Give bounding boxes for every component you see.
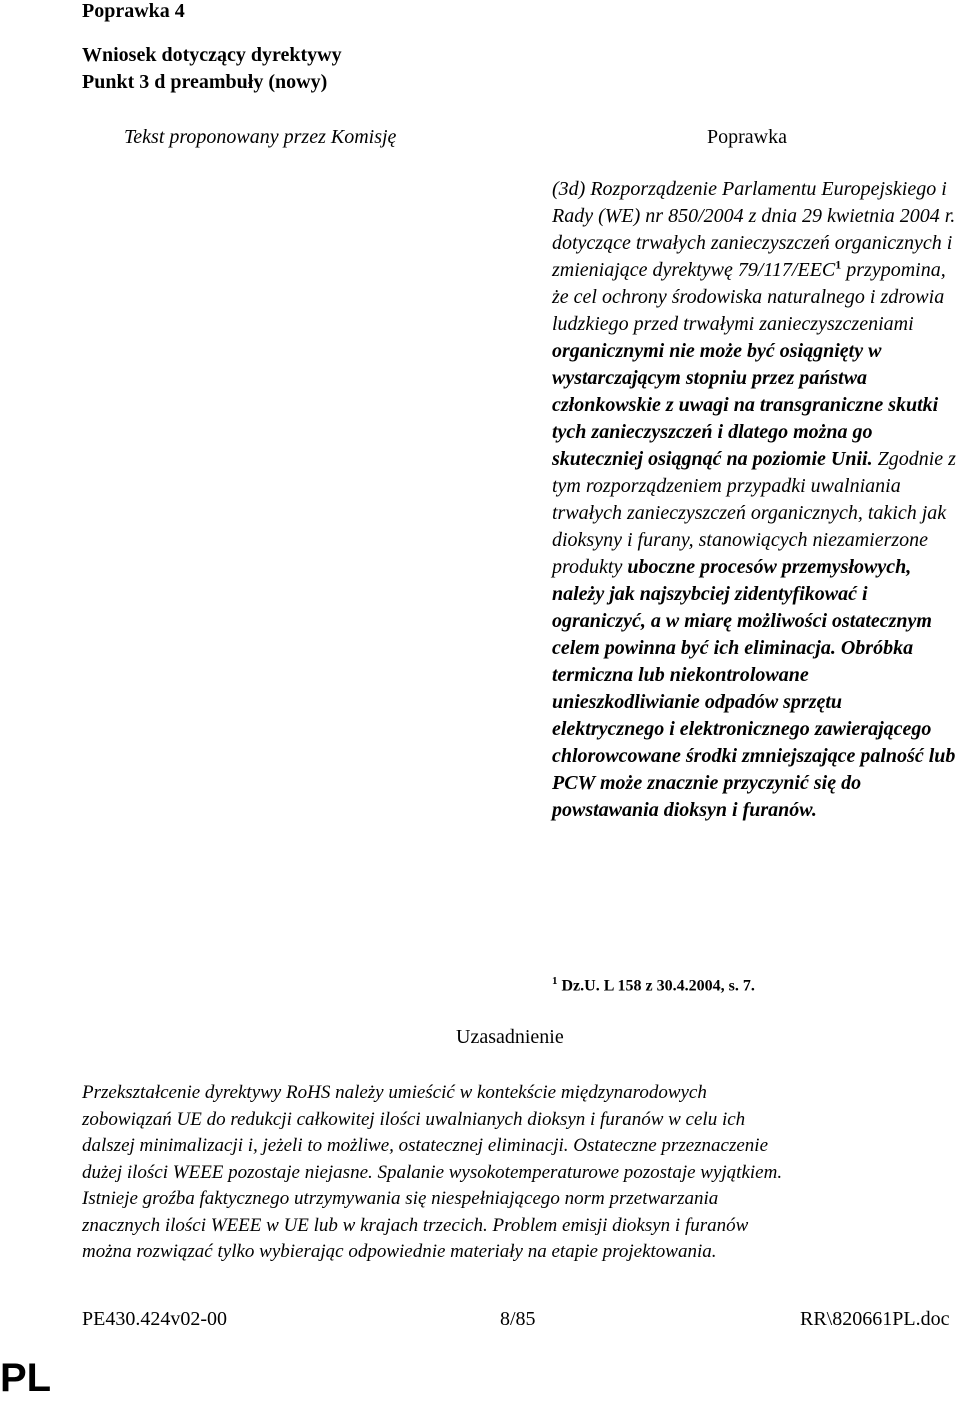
footer-page-number: 8/85 <box>500 1308 536 1330</box>
amendment-number: Poprawka 4 <box>82 0 185 22</box>
justification-line: zobowiązań UE do redukcji całkowitej ilości uwalnianych dioksyn i furanów w celu ich <box>82 1108 746 1130</box>
justification-line: Istnieje groźba faktycznego utrzymywania się niespełniającego norm przetwarzania <box>82 1188 719 1209</box>
amendment-heading: Poprawka <box>707 126 787 148</box>
footnote <box>552 975 755 995</box>
justification-line: można rozwiązać tylko wybierając odpowiednie materiały na etapie projektowania. <box>82 1241 717 1262</box>
amendment-part-6: uboczne procesów przemysłowych, należy jak najszybciej zidentyfikować i ograniczyć, a w miarę możliwości ostatecznym celem powinna być ich eliminacja. Obróbka termiczna lub niekontrolowane unieszkodliwianie odpadów sprzętu elektrycznego i elektronicznego zawierającego chlorowcowane środki zmniejszające palność lub PCW może znacznie przyczynić się do powstawania dioksyn i furanów. <box>552 556 956 821</box>
amendment-part-5: Zgodnie z tym rozporządzeniem przypadki uwalniania trwałych zanieczyszczeń organicznych, takich jak dioksyny i furany, stanowiących niezamierzone produkty <box>552 448 956 578</box>
amendment-text <box>552 176 957 824</box>
recital-reference: Punkt 3 d preambuły (nowy) <box>82 71 328 93</box>
footnote-marker: 1 <box>835 257 842 272</box>
proposal-title: Wniosek dotyczący dyrektywy <box>82 44 342 66</box>
amendment-part-3: przypomina, że cel ochrony środowiska naturalnego i zdrowia ludzkiego przed trwałymi zanieczyszczeniami <box>552 259 946 335</box>
amendment-part-1: (3d) Rozporządzenie Parlamentu Europejskiego i Rady (WE) nr 850/2004 z dnia 29 kwietnia 2004 r. <box>552 178 956 227</box>
footer-file-name: RR\820661PL.doc <box>800 1308 950 1330</box>
justification-heading: Uzasadnienie <box>456 1026 564 1048</box>
amendment-part-2: dotyczące trwałych zanieczyszczeń organicznych i zmieniające dyrektywę 79/117/EEC <box>552 232 953 281</box>
footnote-text: Dz.U. L 158 z 30.4.2004, s. 7. <box>561 977 755 995</box>
justification-line: dużej ilości WEEE pozostaje niejasne. Spalanie wysokotemperaturowe pozostaje wyjątkiem. <box>82 1161 783 1183</box>
commission-text-heading: Tekst proponowany przez Komisję <box>124 126 397 148</box>
amendment-part-4: organicznymi nie może być osiągnięty w wystarczającym stopniu przez państwa członkowskie z uwagi na transgraniczne skutki tych zanieczyszczeń i dlatego można go skuteczniej osiągnąć na poziomie Unii. <box>552 340 939 470</box>
justification-line: Przekształcenie dyrektywy RoHS należy umieścić w kontekście międzynarodowych <box>82 1082 707 1103</box>
justification-line: znacznych ilości WEEE w UE lub w krajach trzecich. Problem emisji dioksyn i furanów <box>82 1214 749 1236</box>
footnote-number: 1 <box>552 975 558 987</box>
language-code: PL <box>0 1356 52 1400</box>
justification-text <box>82 1080 952 1266</box>
justification-line: dalszej minimalizacji i, jeżeli to możliwe, ostatecznej eliminacji. Ostateczne przeznaczenie <box>82 1135 769 1156</box>
footer-doc-id: PE430.424v02-00 <box>82 1308 227 1330</box>
